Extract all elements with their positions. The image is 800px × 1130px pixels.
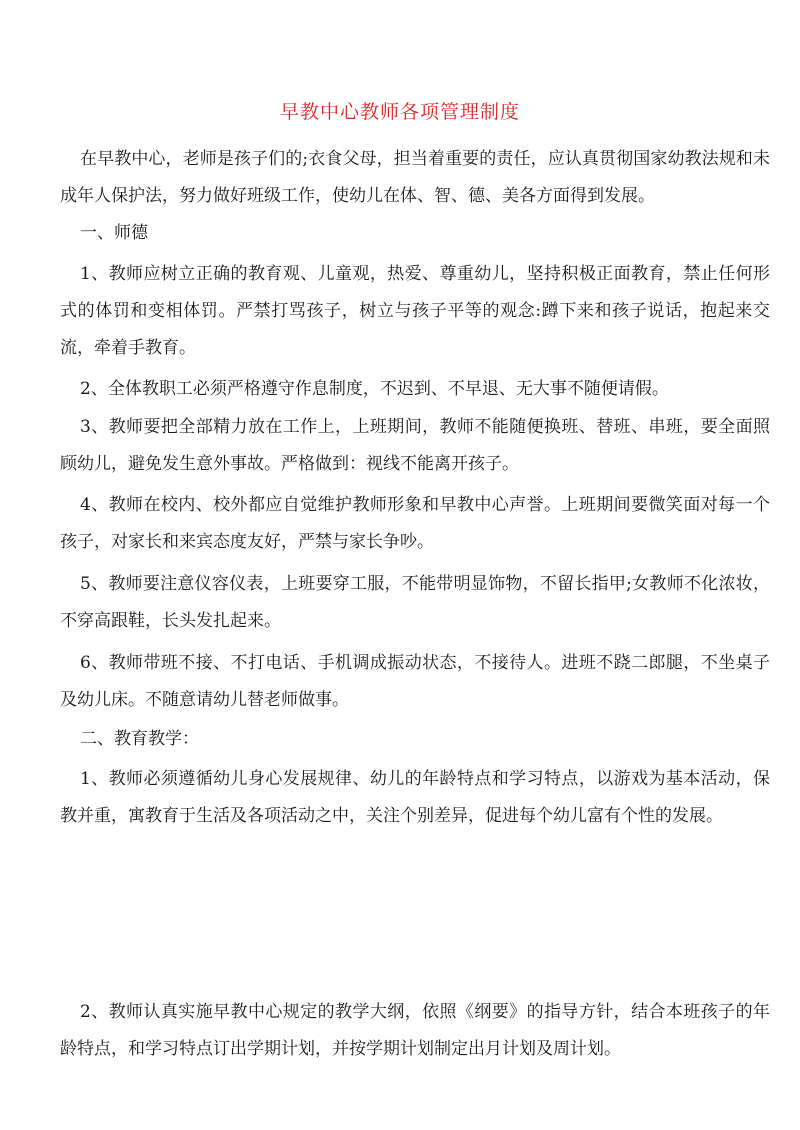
ethics-item-3: 3、教师要把全部精力放在工作上，上班期间，教师不能随便换班、替班、串班，要全面照顾幼儿，避免发生意外事故。严格做到：视线不能离开孩子。 [60,417,770,474]
ethics-item-1: 1、教师应树立正确的教育观、儿童观，热爱、尊重幼儿，坚持积极正面教育，禁止任何形式的体罚和变相体罚。严禁打骂孩子，树立与孩子平等的观念:蹲下来和孩子说话，抱起来交流，牵着手教育。 [60,264,770,358]
teaching-item-2: 2、教师认真实施早教中心规定的教学大纲，依照《纲要》的指导方针，结合本班孩子的年龄特点，和学习特点订出学期计划，并按学期计划制定出月计划及周计划。 [60,1002,770,1059]
ethics-item-5: 5、教师要注意仪容仪表，上班要穿工服，不能带明显饰物，不留长指甲;女教师不化浓妆，不穿高跟鞋，长头发扎起来。 [60,574,770,631]
ethics-item-4: 4、教师在校内、校外都应自觉维护教师形象和早教中心声誉。上班期间要微笑面对每一个孩子，对家长和来宾态度友好，严禁与家长争吵。 [60,495,770,552]
ethics-item-2: 2、全体教职工必须严格遵守作息制度，不迟到、不早退、无大事不随便请假。 [80,379,669,399]
document-title: 早教中心教师各项管理制度 [279,101,520,123]
ethics-item-6: 6、教师带班不接、不打电话、手机调成振动状态，不接待人。进班不跷二郎腿，不坐桌子及幼儿床。不随意请幼儿替老师做事。 [60,653,770,710]
section-heading-ethics: 一、师德 [80,223,148,243]
intro-paragraph: 在早教中心，老师是孩子们的;衣食父母，担当着重要的责任，应认真贯彻国家幼教法规和未成年人保护法，努力做好班级工作，使幼儿在体、智、德、美各方面得到发展。 [60,149,770,206]
teaching-item-1: 1、教师必须遵循幼儿身心发展规律、幼儿的年龄特点和学习特点，以游戏为基本活动，保教并重，寓教育于生活及各项活动之中，关注个别差异，促进每个幼儿富有个性的发展。 [60,769,770,826]
section-heading-teaching: 二、教育教学： [80,729,199,749]
